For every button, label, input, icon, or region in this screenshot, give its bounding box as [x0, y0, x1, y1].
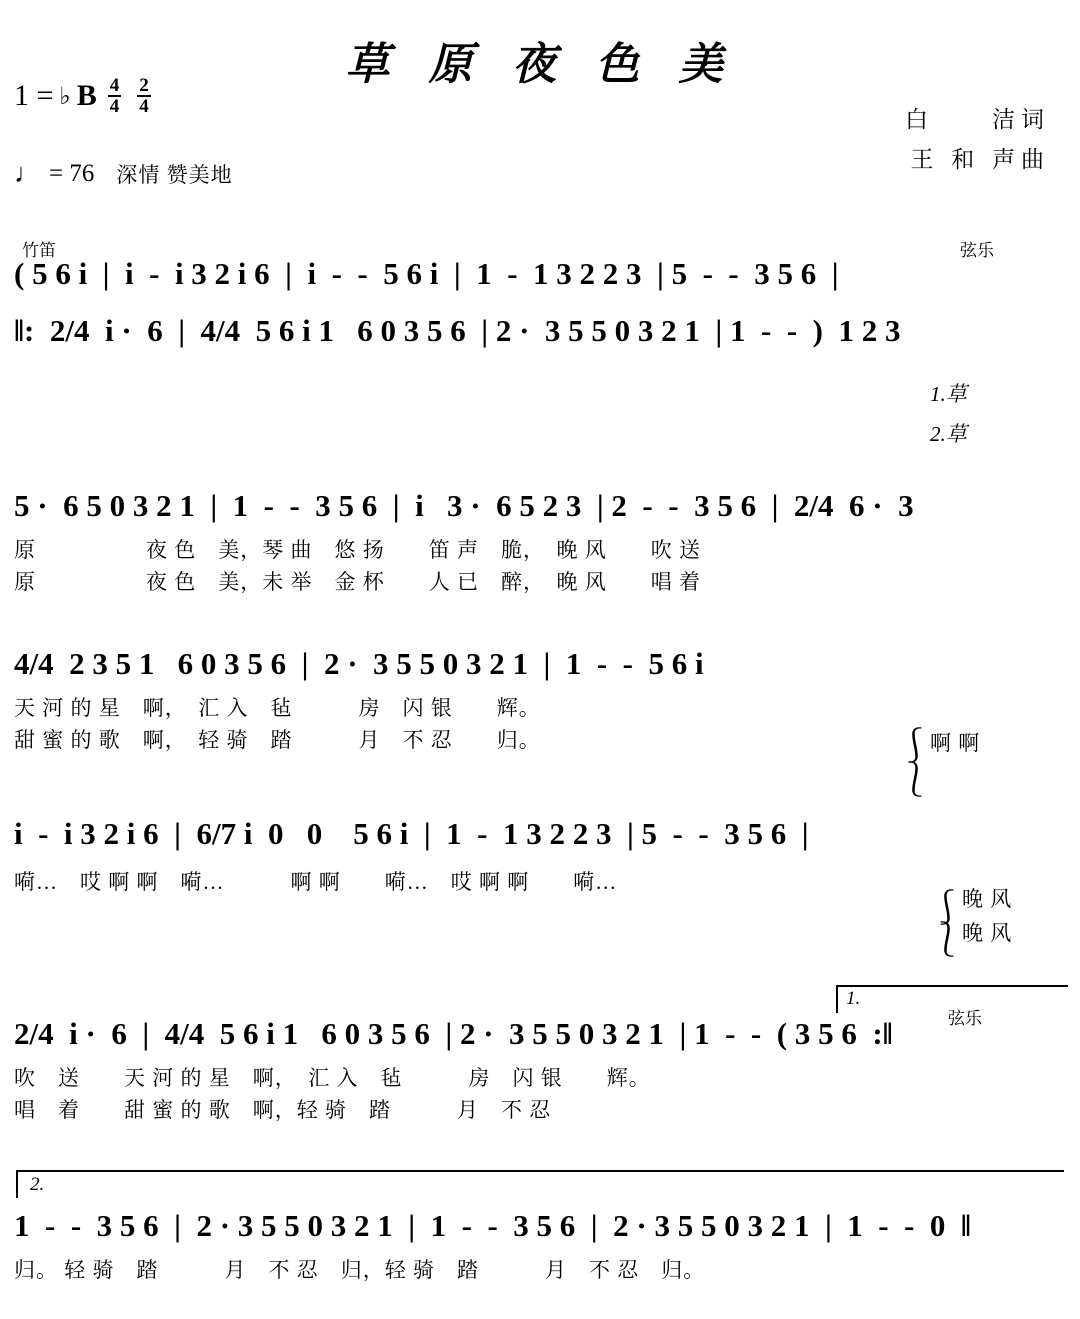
- brace-icon-3: ⎰: [930, 890, 964, 927]
- notation-line-1: ( 5 6 i | i - i 3 2 i 6 | i - - 5 6 i | 1 - 1 3 2 2 3 | 5 - - 3 5 6 |: [14, 256, 839, 291]
- instrument-label-flute: 竹笛: [22, 241, 56, 260]
- brace-icon-4: ⎱: [930, 922, 964, 959]
- key-signature: [14, 76, 156, 116]
- credits: [905, 100, 1050, 181]
- music-system-5: [0, 818, 1080, 899]
- meter-2-4: [137, 76, 151, 116]
- notation-line-7: 1 - - 3 5 6 | 2 · 3 5 5 0 3 2 1 | 1 - - 3 5 6 | 2 · 3 5 5 0 3 2 1 | 1 - - 0 ‖: [14, 1208, 971, 1243]
- verse-mark-1: 1.草: [930, 382, 967, 406]
- lyrics-line-5: 嗬… 哎 啊 啊 嗬… 啊 啊 嗬… 哎 啊 啊 嗬…: [14, 870, 618, 894]
- instrument-label-strings-2: 弦乐: [948, 1009, 982, 1028]
- music-system-3: [0, 490, 1080, 598]
- flat-icon: ♭: [59, 83, 71, 110]
- tempo-value: = 76: [49, 159, 95, 187]
- verse-mark-2: 2.草: [930, 422, 967, 446]
- notation-line-6: 2/4 i · 6 | 4/4 5 6 i 1 6 0 3 5 6 | 2 · 3 5 5 0 3 2 1 | 1 - - ( 3 5 6 :‖: [14, 1016, 893, 1051]
- brace-icon-2: ⎱: [898, 762, 932, 799]
- ending-label-2: 2.: [30, 1174, 45, 1195]
- meter1-numerator: 4: [109, 75, 120, 96]
- music-system-7: [0, 1210, 1080, 1287]
- page-title: 草 原 夜 色 美: [345, 39, 735, 90]
- ending-label-1: 1.: [846, 988, 861, 1009]
- meter2-denominator: 4: [139, 96, 149, 117]
- notation-line-3: 5 · 6 5 0 3 2 1 | 1 - - 3 5 6 | i 3 · 6 5 2 3 | 2 - - 3 5 6 | 2/4 6 · 3: [14, 488, 914, 523]
- lyrics-line-4-verse2: 甜 蜜 的 歌 啊， 轻 骑 踏 月 不 忍 归。: [14, 727, 541, 752]
- lyrics-line-5-tail-2: 晚 风: [962, 921, 1013, 945]
- notation-line-5: i - i 3 2 i 6 | 6/7 i 0 0 5 6 i | 1 - 1 3 2 2 3 | 5 - - 3 5 6 |: [14, 816, 809, 851]
- lyrics-line-3-verse2: 原 夜 色 美，未 举 金 杯 人 已 醉， 晚 风 唱 着: [14, 569, 701, 594]
- notation-line-4: 4/4 2 3 5 1 6 0 3 5 6 | 2 · 3 5 5 0 3 2 1 | 1 - - 5 6 i: [14, 646, 704, 681]
- lyrics-line-7: 归。 轻 骑 踏 月 不 忍 归，轻 骑 踏 月 不 忍 归。: [14, 1258, 706, 1282]
- key-letter: B: [76, 79, 97, 112]
- tempo-marking: [14, 158, 233, 189]
- instrument-label-strings-1: 弦乐: [960, 241, 994, 260]
- quarter-note-icon: ♩: [14, 158, 41, 188]
- lyrics-line-4-verse1: 天 河 的 星 啊， 汇 入 毡 房 闪 银 辉。: [14, 696, 541, 720]
- expression-marking: 深情 赞美地: [116, 162, 233, 187]
- music-system-6: [0, 1018, 1080, 1126]
- meter-4-4: [108, 76, 122, 116]
- music-system-1: [0, 258, 1080, 289]
- lyricist: 白 洁词: [905, 107, 1050, 132]
- ending-bracket-2: [16, 1170, 1064, 1198]
- composer: 王 和 声曲: [910, 147, 1050, 173]
- meter2-numerator: 2: [139, 75, 149, 96]
- music-system-2: [0, 315, 1080, 346]
- lyrics-line-6-verse2: 唱 着 甜 蜜 的 歌 啊，轻 骑 踏 月 不 忍: [14, 1097, 552, 1122]
- lyrics-line-4-tail: 啊 啊: [930, 731, 981, 755]
- lyrics-line-6-verse1: 吹 送 天 河 的 星 啊， 汇 入 毡 房 闪 银 辉。: [14, 1066, 651, 1090]
- key-prefix: 1 =: [14, 79, 54, 112]
- brace-icon-1: ⎰: [898, 728, 932, 765]
- meter1-denominator: 4: [109, 96, 120, 117]
- notation-line-2: ‖: 2/4 i · 6 | 4/4 5 6 i 1 6 0 3 5 6 | 2 · 3 5 5 0 3 2 1 | 1 - - ) 1 2 3: [14, 313, 901, 348]
- lyrics-line-3-verse1: 原 夜 色 美，琴 曲 悠 扬 笛 声 脆， 晚 风 吹 送: [14, 538, 701, 562]
- lyrics-line-5-tail-1: 晚 风: [962, 887, 1013, 911]
